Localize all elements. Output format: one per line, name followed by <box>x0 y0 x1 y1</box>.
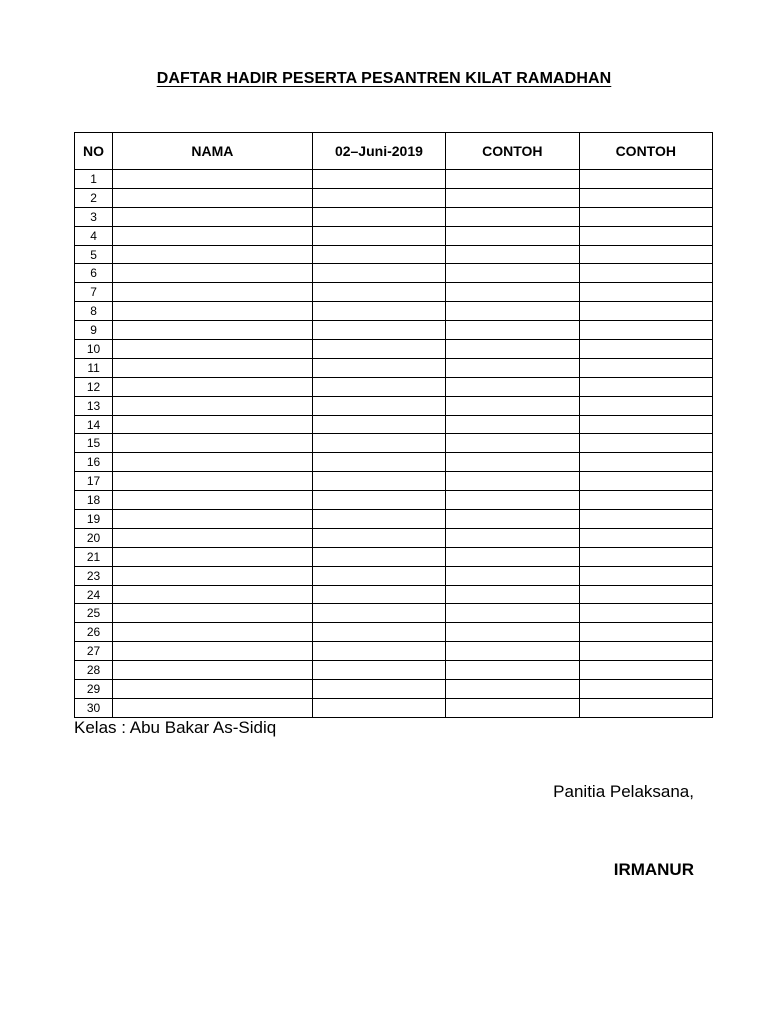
date-cell <box>312 528 445 547</box>
date-cell <box>312 585 445 604</box>
contoh-2-cell <box>579 698 712 717</box>
date-cell <box>312 358 445 377</box>
row-number: 18 <box>75 491 113 510</box>
date-cell <box>312 207 445 226</box>
contoh-1-cell <box>446 661 579 680</box>
table-row <box>75 321 713 340</box>
row-number: 21 <box>75 547 113 566</box>
contoh-2-cell <box>579 188 712 207</box>
table-row <box>75 642 713 661</box>
date-cell <box>312 188 445 207</box>
row-number: 6 <box>75 264 113 283</box>
nama-cell <box>113 226 313 245</box>
nama-cell <box>113 283 313 302</box>
contoh-2-cell <box>579 302 712 321</box>
contoh-1-cell <box>446 623 579 642</box>
contoh-1-cell <box>446 510 579 529</box>
contoh-2-cell <box>579 396 712 415</box>
contoh-2-cell <box>579 491 712 510</box>
date-cell <box>312 434 445 453</box>
table-row <box>75 358 713 377</box>
nama-cell <box>113 623 313 642</box>
table-row <box>75 585 713 604</box>
contoh-2-cell <box>579 547 712 566</box>
contoh-2-cell <box>579 283 712 302</box>
row-number: 8 <box>75 302 113 321</box>
table-row <box>75 170 713 189</box>
date-cell <box>312 547 445 566</box>
contoh-1-cell <box>446 188 579 207</box>
row-number: 25 <box>75 604 113 623</box>
contoh-1-cell <box>446 453 579 472</box>
row-number: 29 <box>75 680 113 699</box>
row-number: 13 <box>75 396 113 415</box>
date-cell <box>312 623 445 642</box>
row-number: 20 <box>75 528 113 547</box>
row-number: 30 <box>75 698 113 717</box>
nama-cell <box>113 661 313 680</box>
table-row <box>75 434 713 453</box>
contoh-1-cell <box>446 358 579 377</box>
attendance-table <box>74 132 713 718</box>
contoh-1-cell <box>446 585 579 604</box>
nama-cell <box>113 377 313 396</box>
contoh-1-cell <box>446 283 579 302</box>
contoh-1-cell <box>446 472 579 491</box>
table-row <box>75 547 713 566</box>
date-cell <box>312 698 445 717</box>
row-number: 28 <box>75 661 113 680</box>
date-cell <box>312 661 445 680</box>
contoh-1-cell <box>446 245 579 264</box>
table-row <box>75 415 713 434</box>
contoh-1-cell <box>446 207 579 226</box>
row-number: 5 <box>75 245 113 264</box>
committee-label: Panitia Pelaksana, <box>553 782 694 801</box>
contoh-2-cell <box>579 415 712 434</box>
contoh-1-cell <box>446 642 579 661</box>
contoh-2-cell <box>579 680 712 699</box>
table-row <box>75 680 713 699</box>
header-date: 02–Juni-2019 <box>312 133 445 170</box>
contoh-2-cell <box>579 510 712 529</box>
nama-cell <box>113 453 313 472</box>
contoh-2-cell <box>579 321 712 340</box>
nama-cell <box>113 207 313 226</box>
contoh-2-cell <box>579 434 712 453</box>
row-number: 2 <box>75 188 113 207</box>
table-row <box>75 661 713 680</box>
nama-cell <box>113 680 313 699</box>
header-contoh-1: CONTOH <box>446 133 579 170</box>
date-cell <box>312 245 445 264</box>
date-cell <box>312 680 445 699</box>
document-title: DAFTAR HADIR PESERTA PESANTREN KILAT RAMADHAN <box>156 70 612 87</box>
date-cell <box>312 396 445 415</box>
contoh-2-cell <box>579 453 712 472</box>
contoh-2-cell <box>579 340 712 359</box>
header-no: NO <box>75 133 113 170</box>
table-row <box>75 528 713 547</box>
date-cell <box>312 453 445 472</box>
table-row <box>75 566 713 585</box>
nama-cell <box>113 698 313 717</box>
date-cell <box>312 604 445 623</box>
nama-cell <box>113 585 313 604</box>
row-number: 11 <box>75 358 113 377</box>
signer-name: IRMANUR <box>613 860 694 879</box>
contoh-1-cell <box>446 528 579 547</box>
table-row <box>75 396 713 415</box>
contoh-2-cell <box>579 226 712 245</box>
table-row <box>75 264 713 283</box>
nama-cell <box>113 264 313 283</box>
contoh-2-cell <box>579 642 712 661</box>
row-number: 4 <box>75 226 113 245</box>
row-number: 7 <box>75 283 113 302</box>
contoh-2-cell <box>579 472 712 491</box>
table-body <box>75 170 713 718</box>
table-row <box>75 472 713 491</box>
contoh-1-cell <box>446 377 579 396</box>
table-row <box>75 302 713 321</box>
nama-cell <box>113 472 313 491</box>
contoh-2-cell <box>579 661 712 680</box>
row-number: 26 <box>75 623 113 642</box>
nama-cell <box>113 547 313 566</box>
nama-cell <box>113 604 313 623</box>
date-cell <box>312 170 445 189</box>
contoh-1-cell <box>446 604 579 623</box>
class-label: Kelas : Abu Bakar As-Sidiq <box>74 718 277 737</box>
contoh-2-cell <box>579 170 712 189</box>
row-number: 27 <box>75 642 113 661</box>
contoh-1-cell <box>446 302 579 321</box>
table-row <box>75 510 713 529</box>
date-cell <box>312 491 445 510</box>
nama-cell <box>113 340 313 359</box>
nama-cell <box>113 170 313 189</box>
nama-cell <box>113 245 313 264</box>
contoh-1-cell <box>446 491 579 510</box>
row-number: 16 <box>75 453 113 472</box>
table-row <box>75 377 713 396</box>
contoh-1-cell <box>446 680 579 699</box>
row-number: 9 <box>75 321 113 340</box>
date-cell <box>312 226 445 245</box>
date-cell <box>312 283 445 302</box>
table-row <box>75 491 713 510</box>
nama-cell <box>113 510 313 529</box>
date-cell <box>312 510 445 529</box>
nama-cell <box>113 415 313 434</box>
contoh-2-cell <box>579 245 712 264</box>
row-number: 19 <box>75 510 113 529</box>
nama-cell <box>113 491 313 510</box>
row-number: 17 <box>75 472 113 491</box>
contoh-1-cell <box>446 264 579 283</box>
nama-cell <box>113 302 313 321</box>
table-row <box>75 623 713 642</box>
contoh-2-cell <box>579 585 712 604</box>
contoh-2-cell <box>579 566 712 585</box>
contoh-2-cell <box>579 604 712 623</box>
contoh-2-cell <box>579 207 712 226</box>
header-nama: NAMA <box>113 133 313 170</box>
date-cell <box>312 415 445 434</box>
contoh-1-cell <box>446 415 579 434</box>
date-cell <box>312 377 445 396</box>
nama-cell <box>113 528 313 547</box>
table-row <box>75 453 713 472</box>
contoh-1-cell <box>446 434 579 453</box>
table-row <box>75 207 713 226</box>
date-cell <box>312 302 445 321</box>
nama-cell <box>113 396 313 415</box>
table-row <box>75 226 713 245</box>
nama-cell <box>113 358 313 377</box>
date-cell <box>312 472 445 491</box>
table-header-row <box>75 133 713 170</box>
table-row <box>75 188 713 207</box>
nama-cell <box>113 188 313 207</box>
date-cell <box>312 264 445 283</box>
date-cell <box>312 321 445 340</box>
contoh-1-cell <box>446 396 579 415</box>
contoh-1-cell <box>446 698 579 717</box>
contoh-1-cell <box>446 566 579 585</box>
row-number: 14 <box>75 415 113 434</box>
nama-cell <box>113 434 313 453</box>
row-number: 12 <box>75 377 113 396</box>
date-cell <box>312 566 445 585</box>
row-number: 23 <box>75 566 113 585</box>
nama-cell <box>113 642 313 661</box>
row-number: 15 <box>75 434 113 453</box>
table-row <box>75 604 713 623</box>
row-number: 24 <box>75 585 113 604</box>
row-number: 10 <box>75 340 113 359</box>
contoh-2-cell <box>579 623 712 642</box>
row-number: 1 <box>75 170 113 189</box>
date-cell <box>312 642 445 661</box>
date-cell <box>312 340 445 359</box>
contoh-2-cell <box>579 528 712 547</box>
table-row <box>75 283 713 302</box>
header-contoh-2: CONTOH <box>579 133 712 170</box>
nama-cell <box>113 321 313 340</box>
contoh-2-cell <box>579 358 712 377</box>
table-row <box>75 698 713 717</box>
contoh-1-cell <box>446 547 579 566</box>
contoh-2-cell <box>579 377 712 396</box>
table-row <box>75 340 713 359</box>
table-row <box>75 245 713 264</box>
nama-cell <box>113 566 313 585</box>
contoh-1-cell <box>446 340 579 359</box>
contoh-1-cell <box>446 226 579 245</box>
contoh-1-cell <box>446 321 579 340</box>
contoh-1-cell <box>446 170 579 189</box>
contoh-2-cell <box>579 264 712 283</box>
row-number: 3 <box>75 207 113 226</box>
